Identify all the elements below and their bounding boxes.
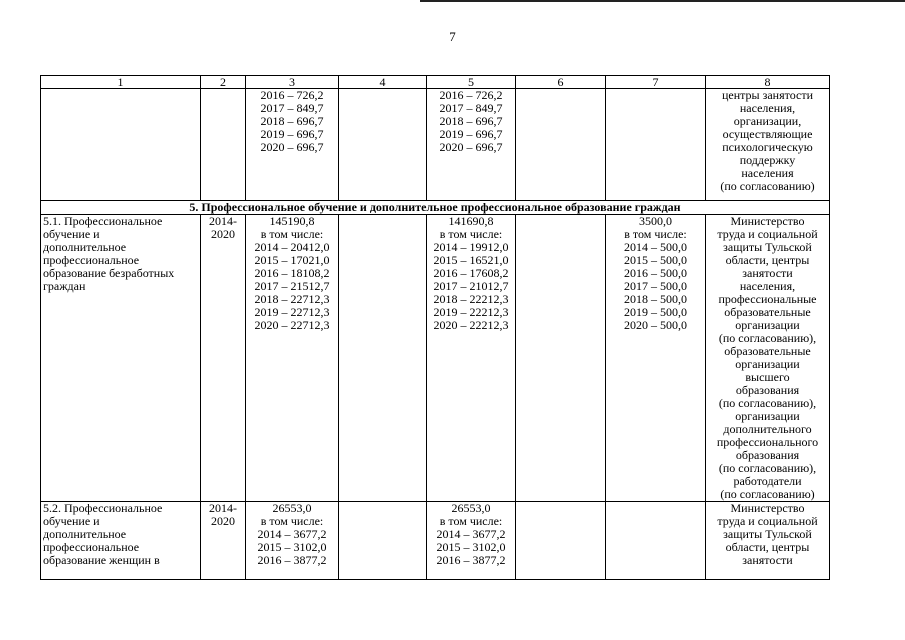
cell-total-funding: [246, 215, 339, 502]
cell-col7-funding: [606, 215, 706, 502]
executor-line: организации: [735, 357, 800, 371]
header-cell: 6: [516, 76, 606, 89]
name-line: дополнительное: [43, 240, 127, 254]
cell-col7: [606, 89, 706, 201]
funding-line: в том числе:: [260, 227, 324, 241]
funding-line: 2020 – 500,0: [624, 318, 687, 332]
name-line: профессиональное: [43, 540, 140, 554]
executor-line: образования: [735, 383, 800, 397]
period-line: 2020: [211, 514, 235, 528]
name-line: обучение и: [43, 227, 100, 241]
table-row-continued: [41, 89, 830, 201]
funding-line: 141690,8: [448, 214, 494, 228]
period-line: 2014-: [209, 501, 237, 515]
executor-line: центры занятости: [721, 88, 813, 102]
cell-executors: [706, 89, 830, 201]
funding-line: 2016 – 17608,2: [433, 266, 509, 280]
cell-period: [201, 215, 246, 502]
funding-line: 2017 – 849,7: [260, 101, 324, 115]
table-header-row: [41, 76, 830, 89]
funding-line: 2015 – 3102,0: [257, 540, 327, 554]
executor-line: профессиональные: [718, 292, 817, 306]
executor-line: занятости: [742, 266, 793, 280]
funding-line: 2015 – 3102,0: [436, 540, 506, 554]
funding-line: 2018 – 22212,3: [433, 292, 509, 306]
funding-line: в том числе:: [439, 227, 503, 241]
funding-line: 2017 – 500,0: [624, 279, 687, 293]
name-line: 5.2. Профессиональное: [43, 501, 163, 515]
executor-line: Министерство: [730, 501, 805, 515]
cell-name: [41, 215, 201, 502]
cell-col7: [606, 502, 706, 580]
header-cell: 4: [339, 76, 427, 89]
funding-line: в том числе:: [624, 227, 687, 241]
header-cell: 3: [246, 76, 339, 89]
top-border-line: [420, 0, 905, 2]
executor-line: населения: [741, 166, 794, 180]
funding-line: 26553,0: [272, 501, 312, 515]
cell-col4: [339, 215, 427, 502]
name-line: образование женщин в: [43, 553, 160, 567]
executor-line: образовательные: [724, 344, 811, 358]
funding-line: 2014 – 3677,2: [257, 527, 327, 541]
header-cell: 2: [201, 76, 246, 89]
header-cell: 1: [41, 76, 201, 89]
executor-line: поддержку: [739, 153, 796, 167]
funding-line: 2017 – 21012,7: [433, 279, 509, 293]
executor-line: (по согласованию),: [718, 331, 817, 345]
executor-line: области, центры: [725, 540, 810, 554]
funding-line: 2017 – 849,7: [439, 101, 503, 115]
executor-line: занятости: [742, 553, 793, 567]
name-line: 5.1. Профессиональное: [43, 214, 163, 228]
funding-line: 2018 – 696,7: [439, 114, 503, 128]
executor-line: населения,: [739, 279, 796, 293]
funding-line: 2015 – 500,0: [624, 253, 687, 267]
funding-line: 2016 – 3877,2: [257, 553, 327, 567]
cell-executors: [706, 215, 830, 502]
period-line: 2014-: [209, 214, 237, 228]
table-row-5-1: [41, 215, 830, 502]
cell-col5-funding: [427, 502, 516, 580]
funding-line: 2017 – 21512,7: [254, 279, 330, 293]
section-row: [41, 201, 830, 215]
executor-line: (по согласованию): [720, 179, 815, 193]
funding-line: 2019 – 696,7: [260, 127, 324, 141]
name-line: обучение и: [43, 514, 100, 528]
funding-line: 2019 – 696,7: [439, 127, 503, 141]
executor-line: области, центры: [725, 253, 810, 267]
executor-line: профессионального: [716, 435, 819, 449]
program-table: [40, 75, 830, 580]
page-number: 7: [449, 29, 456, 44]
funding-line: 2018 – 696,7: [260, 114, 324, 128]
funding-line: 2015 – 16521,0: [433, 253, 509, 267]
executor-line: (по согласованию),: [718, 461, 817, 475]
funding-line: 2014 – 3677,2: [436, 527, 506, 541]
name-line: дополнительное: [43, 527, 127, 541]
funding-line: 2019 – 22712,3: [254, 305, 330, 319]
table-row-5-2: [41, 502, 830, 580]
funding-line: 2020 – 696,7: [439, 140, 503, 154]
executor-line: защиты Тульской: [723, 527, 812, 541]
cell-total-funding: [246, 89, 339, 201]
name-line: профессиональное: [43, 253, 140, 267]
executor-line: дополнительного: [723, 422, 812, 436]
header-cell: 7: [606, 76, 706, 89]
funding-line: 2015 – 17021,0: [254, 253, 330, 267]
executor-line: организации: [735, 318, 800, 332]
executor-line: (по согласованию): [720, 487, 815, 501]
funding-line: 2020 – 22212,3: [433, 318, 509, 332]
funding-line: 2016 – 500,0: [624, 266, 687, 280]
cell-col4: [339, 89, 427, 201]
executor-line: труда и социальной: [717, 514, 818, 528]
funding-line: 2014 – 500,0: [624, 240, 687, 254]
funding-line: 145190,8: [269, 214, 315, 228]
executor-line: населения,: [739, 101, 796, 115]
funding-line: 2016 – 726,2: [260, 88, 324, 102]
executor-line: защиты Тульской: [723, 240, 812, 254]
funding-line: 2016 – 726,2: [439, 88, 503, 102]
funding-line: в том числе:: [260, 514, 324, 528]
funding-line: 2014 – 19912,0: [433, 240, 509, 254]
funding-line: 2019 – 22212,3: [433, 305, 509, 319]
executor-line: психологическую: [722, 140, 813, 154]
funding-line: в том числе:: [439, 514, 503, 528]
cell-period: [201, 502, 246, 580]
executor-line: организации: [735, 409, 800, 423]
cell-col4: [339, 502, 427, 580]
funding-line: 2020 – 22712,3: [254, 318, 330, 332]
executor-line: работодатели: [733, 474, 802, 488]
executor-line: образования: [735, 448, 800, 462]
funding-line: 3500,0: [639, 214, 672, 228]
cell-col6: [516, 215, 606, 502]
cell-col6: [516, 89, 606, 201]
funding-line: 2018 – 22712,3: [254, 292, 330, 306]
cell-name: [41, 89, 201, 201]
executor-line: Министерство: [730, 214, 805, 228]
header-cell: 8: [706, 76, 830, 89]
executor-line: (по согласованию),: [718, 396, 817, 410]
funding-line: 2020 – 696,7: [260, 140, 324, 154]
funding-line: 2019 – 500,0: [624, 305, 687, 319]
header-cell: 5: [427, 76, 516, 89]
funding-line: 26553,0: [451, 501, 491, 515]
cell-total-funding: [246, 502, 339, 580]
section-title: 5. Профессиональное обучение и дополнительное профессиональное образование граждан: [41, 201, 830, 215]
cell-name: [41, 502, 201, 580]
cell-period: [201, 89, 246, 201]
name-line: граждан: [43, 279, 86, 293]
period-line: 2020: [211, 227, 235, 241]
funding-line: 2016 – 18108,2: [254, 266, 330, 280]
executor-line: труда и социальной: [717, 227, 818, 241]
executor-line: осуществляющие: [722, 127, 813, 141]
cell-col5-funding: [427, 215, 516, 502]
funding-line: 2016 – 3877,2: [436, 553, 506, 567]
executor-line: высшего: [745, 370, 790, 384]
cell-col6: [516, 502, 606, 580]
executor-line: образовательные: [724, 305, 811, 319]
executor-line: организации,: [733, 114, 802, 128]
funding-line: 2014 – 20412,0: [254, 240, 330, 254]
cell-col5-funding: [427, 89, 516, 201]
funding-line: 2018 – 500,0: [624, 292, 687, 306]
name-line: образование безработных: [43, 266, 175, 280]
cell-executors: [706, 502, 830, 580]
